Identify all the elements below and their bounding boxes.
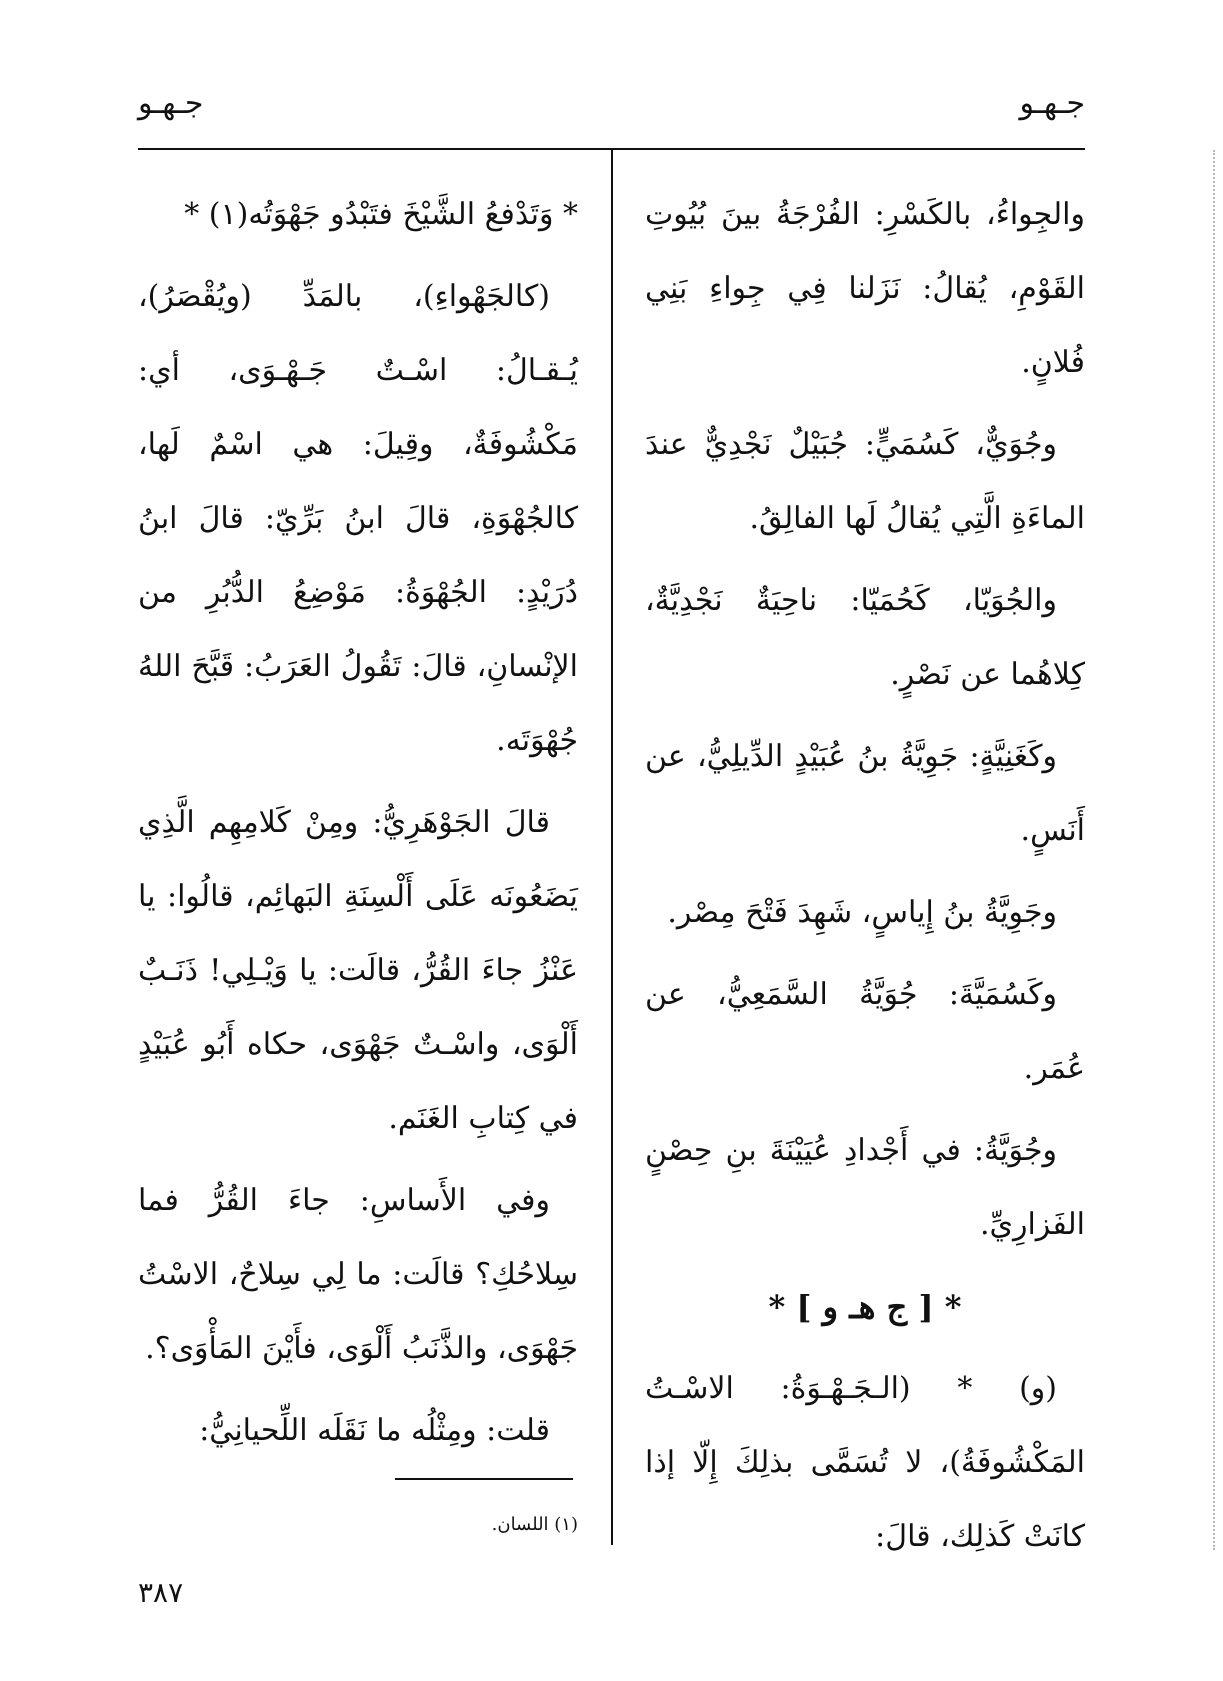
running-header: [138, 86, 1085, 136]
paragraph-juwayya-samai: وكَسُمَيَّةَ: جُوَيَّةُ السَّمَعِيُّ، عن عُمَر.: [645, 977, 1085, 1086]
footnote: (١) اللسان.: [491, 1514, 578, 1535]
paragraph-juwayy: وجُوَيٌّ، كَسُمَيٍّ: جُبَيْلٌ نَجْدِيٌّ عندَ الماءَةِ الَّتِي يُقالُ لَها الفالِقُ.: [645, 427, 1085, 536]
paragraph-asas: وفي الأَساسِ: جاءَ القُرُّ فما سِلاحُكِ؟ قالَت: ما لِي سِلاحٌ، الاسْتُ جَهْوَى، والذَّنَبُ أَلْوَى، فأَيْنَ المَأْوَى؟.: [138, 1183, 578, 1366]
header-left-word: جـهـو: [138, 86, 204, 121]
entry-heading: * [ ج هـ و ] *: [768, 1288, 962, 1326]
paragraph-juwayya: والجُوَيّا، كَحُمَيّا: ناحِيَةٌ نَجْدِيَّةٌ، كِلاهُما عن نَصْرٍ.: [645, 583, 1085, 692]
column-divider: [611, 150, 613, 1545]
paragraph-jahwa: (و) * (الـجَـهْـوَةُ: الاسْـتُ المَكْشُوفَةُ)، لا تُسَمَّى بذلِكَ إِلّا إذا كانَتْ كَذلِك، قالَ:: [645, 1371, 1085, 1554]
paragraph-jawhari: قالَ الجَوْهَرِيُّ: ومِنْ كَلامِهِم الَّذِي يَضَعُونَه عَلَى أَلْسِنَةِ البَهائِم، قالُوا: يا عَنْزُ جاءَ القُرُّ، قالَت: يا وَيْـلِي! ذَنَـبٌ أَلْوَى، واسْـتٌ جَهْوَى، حكاه أَبُو عُبَيْدٍ في كِتابِ الغَنَم.: [138, 805, 578, 1136]
paragraph-juwayya-uyayna: وجُوَيَّةُ: في أَجْدادِ عُيَيْنَةَ بنِ حِصْنٍ الفَزارِيِّ.: [645, 1133, 1085, 1242]
right-column: [645, 178, 1085, 1582]
verse-line: * وَتَدْفعُ الشَّيْخَ فتَبْدُو جَهْوَتُه(١) *: [184, 197, 578, 232]
footnote-rule: [395, 1478, 573, 1480]
page-number: ٣٨٧: [138, 1576, 184, 1609]
margin-scan-dots: [1209, 150, 1215, 1550]
paragraph-jiwa: والجِواءُ، بالكَسْرِ: الفُرْجَةُ بينَ بُيُوتِ القَوْمِ، يُقالُ: نَزَلنا فِي جِواءِ بَنِي فُلانٍ.: [645, 197, 1085, 380]
paragraph-jawiyya-iyas: وجَوِيَّةُ بنُ إِياسٍ، شَهِدَ فَتْحَ مِصْر.: [667, 895, 1057, 930]
header-right-word: جـهـو: [1019, 86, 1085, 121]
paragraph-lihyani: قلت: ومِثْلُه ما نَقَلَه اللِّحيانِيُّ:: [199, 1413, 550, 1448]
paragraph-jahwaa: (كالجَهْواءِ)، بالمَدِّ (ويُقْصَرُ)، يُـقـالُ: اسْـتٌ جَـهْـوَى، أي: مَكْشُوفَةٌ، وقِيلَ: هي اسْمٌ لَها، كالجُهْوَةِ، قالَ ابنُ بَرِّيّ: قالَ ابنُ دُرَيْدٍ: الجُهْوَةُ: مَوْضِعُ الدُّبُرِ من الإنْسانِ، قالَ: تَقُولُ العَرَبُ: قَبَّحَ اللهُ جُهْوَتَه.: [138, 279, 578, 758]
left-column: [138, 178, 578, 1476]
paragraph-jawiyya-ubayd: وكَغَنِيَّةٍ: جَوِيَّةُ بنُ عُبَيْدٍ الدِّيلِيُّ، عن أَنَسٍ.: [645, 739, 1085, 848]
